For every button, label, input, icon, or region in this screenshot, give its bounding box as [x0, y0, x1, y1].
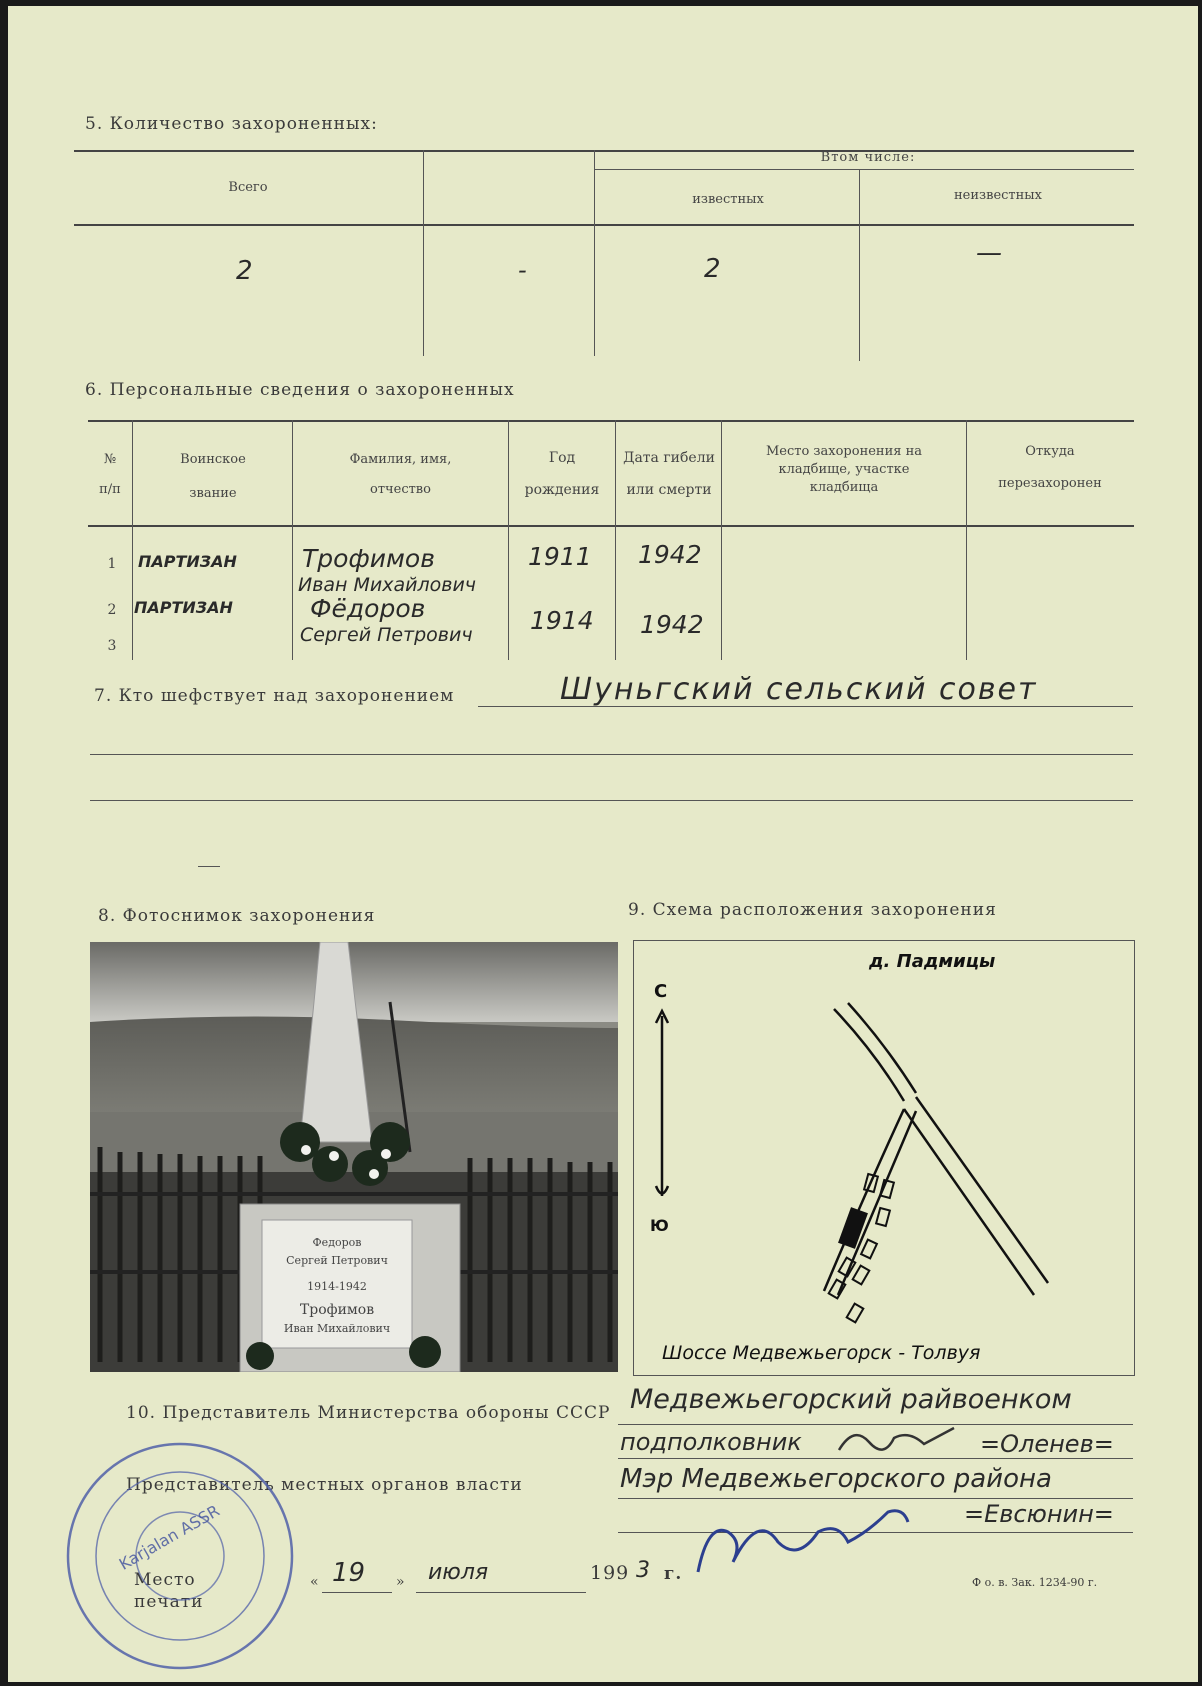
- hdr-rank-b: звание: [189, 486, 237, 501]
- stray-mark: [198, 866, 220, 867]
- burial-photo-image: [90, 942, 618, 1372]
- row1-rank: ПАРТИЗАН: [138, 552, 237, 571]
- table6-divider-5: [721, 420, 722, 660]
- plaque-line-2: Сергей Петрович: [286, 1254, 388, 1267]
- row2-name-surname: Фёдоров: [310, 594, 426, 623]
- row-num-1: 1: [107, 556, 117, 572]
- date-year-suffix: г.: [664, 1564, 683, 1584]
- seal-place-b: печати: [134, 1592, 204, 1612]
- hdr-death-a: Дата гибели: [623, 450, 715, 466]
- section9-title: 9. Схема расположения захоронения: [628, 900, 997, 920]
- row1-name-surname: Трофимов: [302, 544, 435, 573]
- location-scheme-drawing: [634, 941, 1134, 1375]
- section10-line2-name: =Оленев=: [980, 1430, 1114, 1458]
- row2-birth-year: 1914: [530, 606, 594, 635]
- section10-line4: =Евсюнин=: [964, 1500, 1114, 1528]
- table6-top-line: [88, 420, 1134, 422]
- date-year-prefix: 199: [590, 1562, 630, 1584]
- table6-divider-6: [966, 420, 967, 660]
- local-authority-title: Представитель местных органов власти: [126, 1475, 523, 1495]
- col-known-header: известных: [692, 192, 764, 207]
- total-value: 2: [236, 256, 253, 286]
- signature-military: [834, 1420, 964, 1460]
- signature-local: [688, 1502, 918, 1582]
- date-day: 19: [332, 1558, 366, 1588]
- record-card-page: [8, 6, 1198, 1682]
- section7-value: Шуньгский сельский совет: [560, 672, 1038, 707]
- hdr-place-b: кладбище, участке: [778, 462, 910, 477]
- table6-divider-3: [508, 420, 509, 660]
- blank-value: -: [518, 256, 527, 284]
- print-code: Ф о. в. Зак. 1234-90 г.: [972, 1576, 1098, 1589]
- hdr-from-a: Откуда: [1025, 444, 1075, 459]
- hdr-year-b: рождения: [524, 482, 600, 498]
- row-num-3: 3: [107, 638, 117, 654]
- hdr-num-a: №: [103, 452, 117, 467]
- table5-sub-line: [594, 169, 1134, 170]
- known-value: 2: [704, 254, 721, 284]
- section7-title: 7. Кто шефствует над захоронением: [94, 686, 455, 706]
- table6-header-bottom: [88, 525, 1134, 527]
- burial-photo: [90, 942, 618, 1372]
- date-close-quote: »: [396, 1574, 406, 1590]
- hdr-name-b: отчество: [370, 482, 431, 497]
- road-top-left-edge: [834, 1009, 904, 1101]
- village-label: д. Падмицы: [869, 951, 996, 972]
- seal-place-a: Место: [134, 1570, 196, 1590]
- unknown-value: —: [976, 238, 1002, 268]
- official-stamp: [60, 1436, 300, 1676]
- section10-line2-rank: подполковник: [620, 1428, 802, 1456]
- hdr-place-a: Место захоронения на: [765, 444, 923, 459]
- hdr-rank-a: Воинское: [180, 452, 246, 467]
- row1-name-given: Иван Михайлович: [298, 574, 477, 596]
- road-top-right-edge: [848, 1003, 916, 1093]
- section10-line1: Медвежьегорский райвоенком: [630, 1384, 1072, 1415]
- south-label: Ю: [650, 1216, 669, 1235]
- row-num-2: 2: [107, 602, 117, 618]
- section10-line3: Мэр Медвежьегорского района: [620, 1464, 1052, 1494]
- col-unknown-header: неизвестных: [954, 188, 1042, 203]
- plaque-line-3: 1914-1942: [307, 1280, 367, 1293]
- plaque-line-4: Трофимов: [299, 1302, 375, 1318]
- stamp-center-text: Karjalan ASSR: [115, 1500, 223, 1574]
- road-label: Шоссе Медвежьегорск - Толвуя: [662, 1342, 981, 1364]
- table5-header-bottom: [74, 224, 1134, 226]
- hdr-death-b: или смерти: [626, 482, 712, 498]
- section10-rule-3: [618, 1498, 1133, 1499]
- col-including-header: Втом числе:: [820, 150, 916, 165]
- plaque-line-5: Иван Михайлович: [283, 1322, 391, 1335]
- row1-death-year: 1942: [638, 540, 702, 569]
- hdr-from-b: перезахоронен: [998, 476, 1102, 491]
- date-day-line: [322, 1592, 392, 1593]
- col-total-header: Всего: [228, 180, 268, 195]
- hdr-year-a: Год: [548, 450, 576, 466]
- section5-title: 5. Количество захороненных:: [85, 114, 378, 134]
- table6-divider-2: [292, 420, 293, 660]
- table6-divider-1: [132, 420, 133, 660]
- hdr-name-a: Фамилия, имя,: [349, 452, 452, 467]
- section7-line-3: [90, 800, 1133, 801]
- table5-divider-2: [594, 150, 595, 356]
- hdr-place-c: кладбища: [809, 480, 879, 495]
- plaque-line-1: Федоров: [312, 1236, 362, 1249]
- section6-title: 6. Персональные сведения о захороненных: [85, 380, 515, 400]
- table5-divider-1: [423, 150, 424, 356]
- row2-name-given: Сергей Петрович: [300, 624, 473, 646]
- table6-divider-4: [615, 420, 616, 660]
- section7-line-2: [90, 754, 1133, 755]
- date-month: июля: [428, 1560, 489, 1585]
- row2-rank: ПАРТИЗАН: [134, 598, 233, 617]
- burial-site-marker: [838, 1207, 868, 1249]
- table5-divider-3: [859, 169, 860, 361]
- row1-birth-year: 1911: [528, 542, 592, 571]
- date-open-quote: «: [310, 1574, 320, 1590]
- date-month-line: [416, 1592, 586, 1593]
- section8-title: 8. Фотоснимок захоронения: [98, 906, 376, 926]
- row2-death-year: 1942: [640, 610, 704, 639]
- date-year-hw: 3: [636, 1558, 650, 1583]
- location-scheme: [633, 940, 1135, 1376]
- section10-title: 10. Представитель Министерства обороны СССР: [126, 1403, 611, 1423]
- north-label: С: [654, 981, 668, 1002]
- hdr-num-b: п/п: [99, 482, 121, 497]
